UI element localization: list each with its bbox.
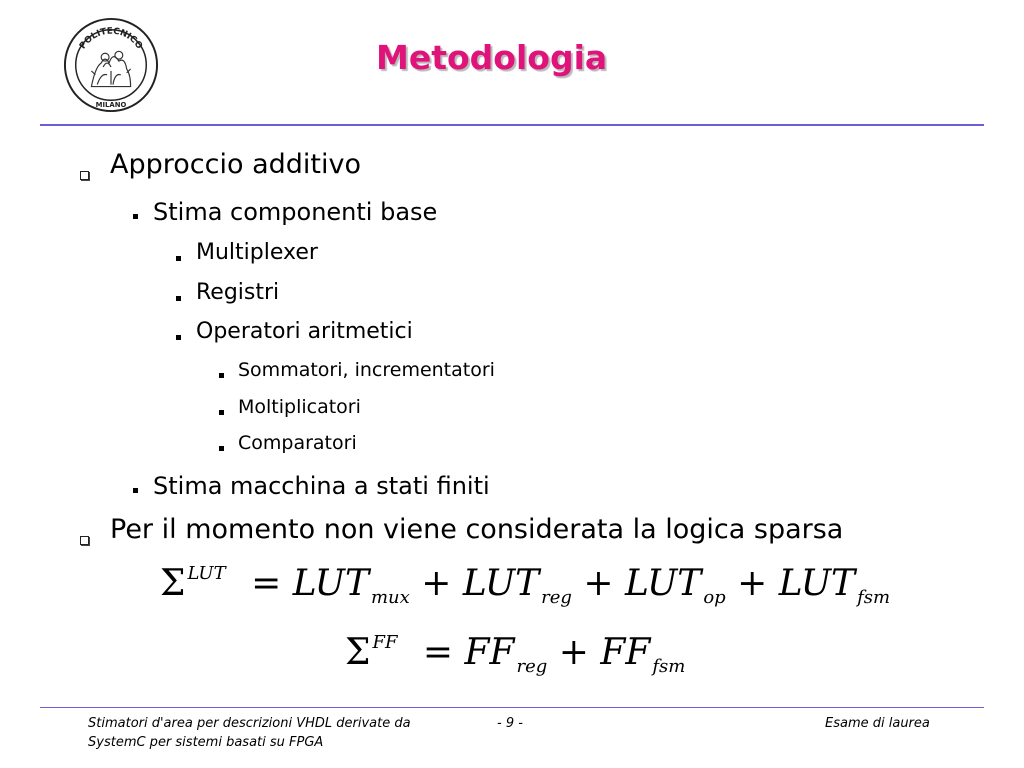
- list-item: Operatori aritmetici: [196, 319, 413, 344]
- square-dot-bullet-icon: [176, 296, 181, 301]
- square-bullet-icon: [80, 536, 89, 545]
- square-dot-bullet-icon: [133, 214, 138, 219]
- footer-title-line1: Stimatori d'area per descrizioni VHDL derivate da: [88, 716, 411, 731]
- slide-title: Metodologia: [376, 38, 608, 77]
- square-dot-bullet-icon: [219, 410, 224, 415]
- list-item: Registri: [196, 280, 280, 305]
- formula-ff: Σ $^{FF}$ = FF $_{reg}$ + FF $_{fsm}$: [345, 632, 686, 677]
- list-item: Comparatori: [238, 432, 357, 454]
- politecnico-milano-logo: [62, 16, 160, 114]
- square-dot-bullet-icon: [133, 488, 138, 493]
- footer-divider: [40, 707, 984, 708]
- list-item: Sommatori, incrementatori: [238, 359, 495, 381]
- footer-right: Esame di laurea: [825, 716, 930, 731]
- square-bullet-icon: [80, 171, 89, 180]
- formula-lut: Σ $^{LUT}$ = LUT $_{mux}$ + LUT $_{reg}$ + LUT $_{op}$ + LUT $_{fsm}$: [160, 563, 891, 608]
- svg-text:POLITECNICO: POLITECNICO: [77, 26, 145, 52]
- square-dot-bullet-icon: [219, 446, 224, 451]
- list-item: Multiplexer: [196, 240, 318, 265]
- square-dot-bullet-icon: [219, 373, 224, 378]
- title-divider: [40, 124, 984, 126]
- square-dot-bullet-icon: [176, 256, 181, 261]
- list-item: Moltiplicatori: [238, 396, 361, 418]
- square-dot-bullet-icon: [176, 335, 181, 340]
- list-item: Approccio additivo: [110, 149, 361, 180]
- list-item: Per il momento non viene considerata la logica sparsa: [110, 514, 844, 545]
- page-number: - 9 -: [497, 716, 523, 731]
- list-item: Stima componenti base: [153, 198, 438, 226]
- footer-title-line2: SystemC per sistemi basati su FPGA: [88, 735, 324, 750]
- list-item: Stima macchina a stati finiti: [153, 472, 490, 500]
- svg-text:MILANO: MILANO: [95, 101, 127, 110]
